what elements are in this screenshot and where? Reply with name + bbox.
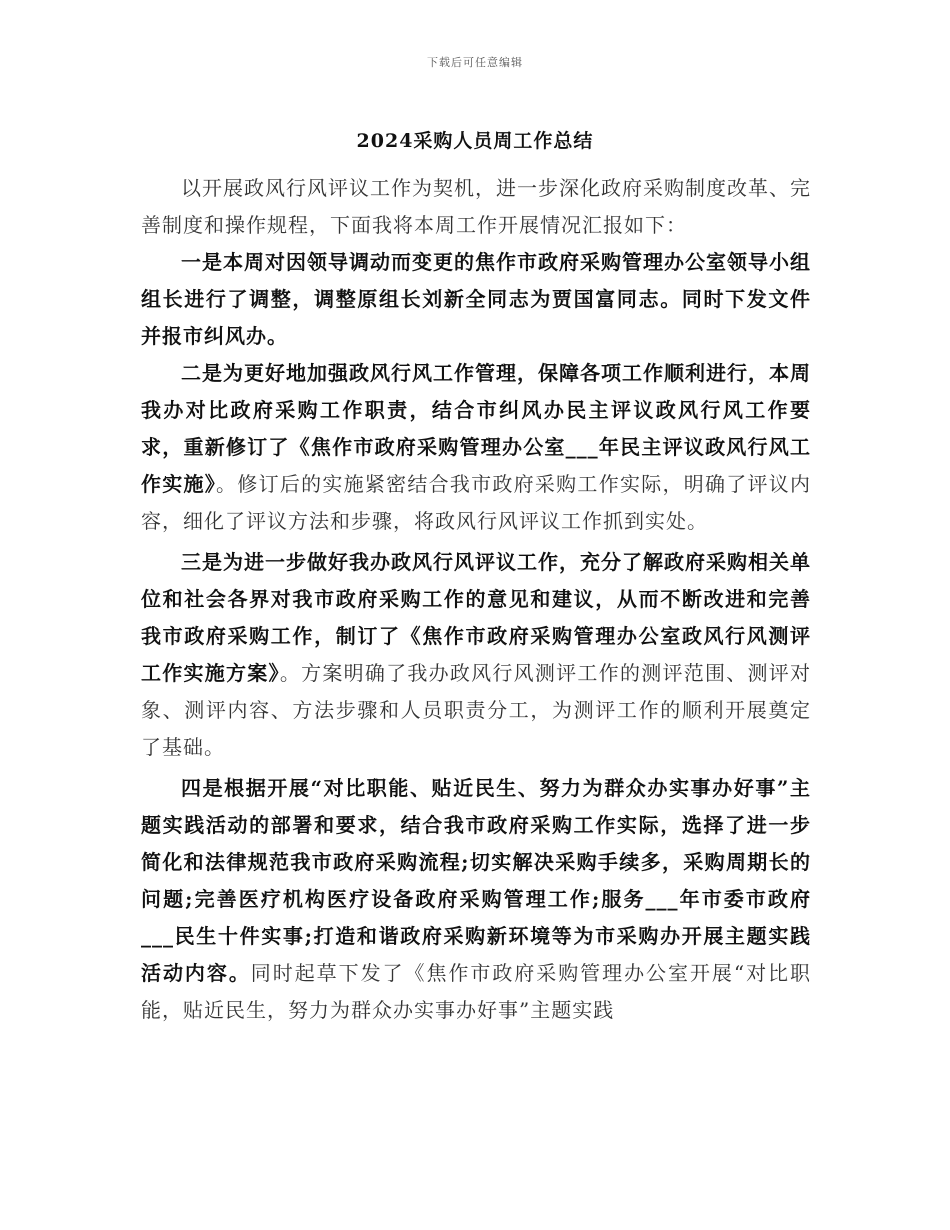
paragraph-one-bold: 一是本周对因领导调动而变更的焦作市政府采购管理办公室领导小组组长进行了调整，调整原组长刘新全同志为贾国富同志。同时下发文件并报市纠风办。 — [141, 250, 811, 348]
paragraph-one — [141, 244, 811, 355]
paragraph-intro — [141, 170, 811, 244]
paragraph-two — [141, 355, 811, 540]
paragraph-intro-text: 以开展政风行风评议工作为契机，进一步深化政府采购制度改革、完善制度和操作规程，下面我将本周工作开展情况汇报如下： — [141, 176, 811, 237]
paragraph-two-bold: 二是为更好地加强政风行风工作管理，保障各项工作顺利进行，本周我办对比政府采购工作职责，结合市纠风办民主评议政风行风工作要求，重新修订了《焦作市政府采购管理办公室___年民主评议政风行风工作实施》 — [141, 361, 811, 496]
paragraph-four — [141, 770, 811, 1029]
document-title: 2024采购人员周工作总结 — [356, 130, 594, 152]
paragraph-three-text: 。方案明确了我办政风行风测评工作的测评范围、测评对象、测评内容、方法步骤和人员职责分工，为测评工作的顺利开展奠定了基础。 — [141, 661, 812, 759]
paragraph-four-text: 同时起草下发了《焦作市政府采购管理办公室开展“对比职能，贴近民生，努力为群众办实事办好事”主题实践 — [141, 961, 811, 1022]
page-header-note: 下载后可任意编辑 — [427, 56, 523, 69]
paragraph-three — [141, 544, 811, 766]
paragraph-four-bold: 四是根据开展“对比职能、贴近民生、努力为群众办实事办好事”主题实践活动的部署和要求，结合我市政府采购工作实际，选择了进一步简化和法律规范我市政府采购流程;切实解决采购手续多，采购周期长的问题;完善医疗机构医疗设备政府采购管理工作;服务___年市委市政府___民生十件实事;打造和谐政府采购新环境等为市采购办开展主题实践活动内容。 — [141, 776, 811, 985]
paragraph-two-text: 。修订后的实施紧密结合我市政府采购工作实际，明确了评议内容，细化了评议方法和步骤，将政风行风评议工作抓到实处。 — [141, 472, 812, 533]
document-body — [141, 170, 811, 1029]
paragraph-three-bold: 三是为进一步做好我办政风行风评议工作，充分了解政府采购相关单位和社会各界对我市政府采购工作的意见和建议，从而不断改进和完善我市政府采购工作，制订了《焦作市政府采购管理办公室政风行风测评工作实施方案》 — [141, 550, 811, 685]
